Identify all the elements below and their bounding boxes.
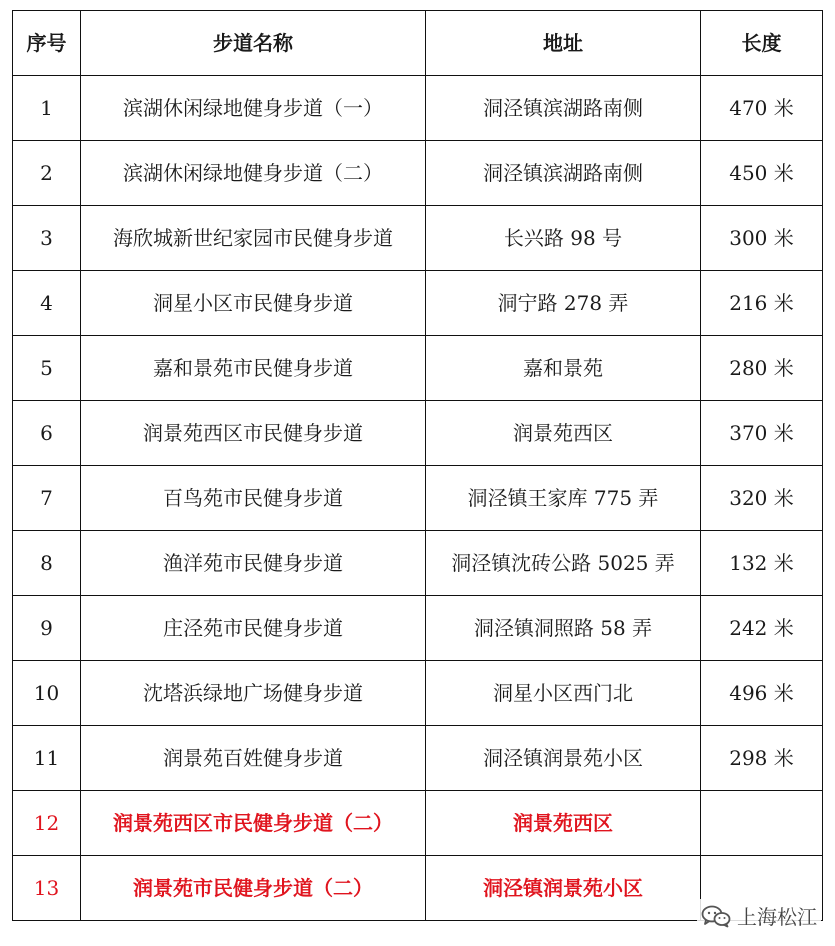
cell-address: 洞星小区西门北 <box>426 661 701 726</box>
cell-address: 洞泾镇滨湖路南侧 <box>426 76 701 141</box>
cell-length: 300 米 <box>701 206 823 271</box>
cell-trail-name: 沈塔浜绿地广场健身步道 <box>81 661 426 726</box>
cell-trail-name: 润景苑市民健身步道（二） <box>81 856 426 921</box>
header-trail-name: 步道名称 <box>81 11 426 76</box>
cell-index: 10 <box>13 661 81 726</box>
cell-length: 280 米 <box>701 336 823 401</box>
cell-address: 洞宁路 278 弄 <box>426 271 701 336</box>
table-row <box>13 531 823 596</box>
table-row <box>13 661 823 726</box>
cell-trail-name: 百鸟苑市民健身步道 <box>81 466 426 531</box>
cell-index: 3 <box>13 206 81 271</box>
cell-length: 132 米 <box>701 531 823 596</box>
cell-index: 12 <box>13 791 81 856</box>
cell-trail-name: 滨湖休闲绿地健身步道（一） <box>81 76 426 141</box>
cell-length: 370 米 <box>701 401 823 466</box>
cell-trail-name: 海欣城新世纪家园市民健身步道 <box>81 206 426 271</box>
cell-trail-name: 庄泾苑市民健身步道 <box>81 596 426 661</box>
cell-index: 1 <box>13 76 81 141</box>
cell-length: 216 米 <box>701 271 823 336</box>
cell-trail-name: 润景苑西区市民健身步道 <box>81 401 426 466</box>
table-row <box>13 336 823 401</box>
cell-address: 嘉和景苑 <box>426 336 701 401</box>
cell-address: 润景苑西区 <box>426 791 701 856</box>
cell-trail-name: 润景苑百姓健身步道 <box>81 726 426 791</box>
cell-address: 润景苑西区 <box>426 401 701 466</box>
trail-table <box>12 10 823 921</box>
cell-length <box>701 791 823 856</box>
cell-trail-name: 洞星小区市民健身步道 <box>81 271 426 336</box>
cell-address: 洞泾镇王家库 775 弄 <box>426 466 701 531</box>
cell-address: 洞泾镇洞照路 58 弄 <box>426 596 701 661</box>
cell-address: 长兴路 98 号 <box>426 206 701 271</box>
cell-address: 洞泾镇润景苑小区 <box>426 856 701 921</box>
table-row <box>13 76 823 141</box>
cell-index: 11 <box>13 726 81 791</box>
cell-index: 4 <box>13 271 81 336</box>
header-index: 序号 <box>13 11 81 76</box>
cell-length: 450 米 <box>701 141 823 206</box>
cell-index: 9 <box>13 596 81 661</box>
watermark-text: 上海松江 <box>737 905 817 929</box>
wechat-icon <box>701 904 731 928</box>
table-row <box>13 141 823 206</box>
cell-index: 2 <box>13 141 81 206</box>
table-header-row <box>13 11 823 76</box>
cell-trail-name: 渔洋苑市民健身步道 <box>81 531 426 596</box>
table-row-highlighted <box>13 791 823 856</box>
cell-trail-name: 嘉和景苑市民健身步道 <box>81 336 426 401</box>
cell-index: 13 <box>13 856 81 921</box>
cell-address: 洞泾镇润景苑小区 <box>426 726 701 791</box>
cell-index: 8 <box>13 531 81 596</box>
cell-address: 洞泾镇沈砖公路 5025 弄 <box>426 531 701 596</box>
cell-trail-name: 润景苑西区市民健身步道（二） <box>81 791 426 856</box>
cell-length: 298 米 <box>701 726 823 791</box>
cell-length: 496 米 <box>701 661 823 726</box>
cell-index: 7 <box>13 466 81 531</box>
cell-length: 320 米 <box>701 466 823 531</box>
cell-index: 5 <box>13 336 81 401</box>
table-row <box>13 466 823 531</box>
cell-trail-name: 滨湖休闲绿地健身步道（二） <box>81 141 426 206</box>
table-row <box>13 596 823 661</box>
header-address: 地址 <box>426 11 701 76</box>
table-row <box>13 726 823 791</box>
cell-address: 洞泾镇滨湖路南侧 <box>426 141 701 206</box>
header-length: 长度 <box>701 11 823 76</box>
table-row <box>13 401 823 466</box>
cell-index: 6 <box>13 401 81 466</box>
cell-length: 470 米 <box>701 76 823 141</box>
cell-length: 242 米 <box>701 596 823 661</box>
watermark <box>697 899 821 932</box>
table-row <box>13 206 823 271</box>
table-row <box>13 271 823 336</box>
